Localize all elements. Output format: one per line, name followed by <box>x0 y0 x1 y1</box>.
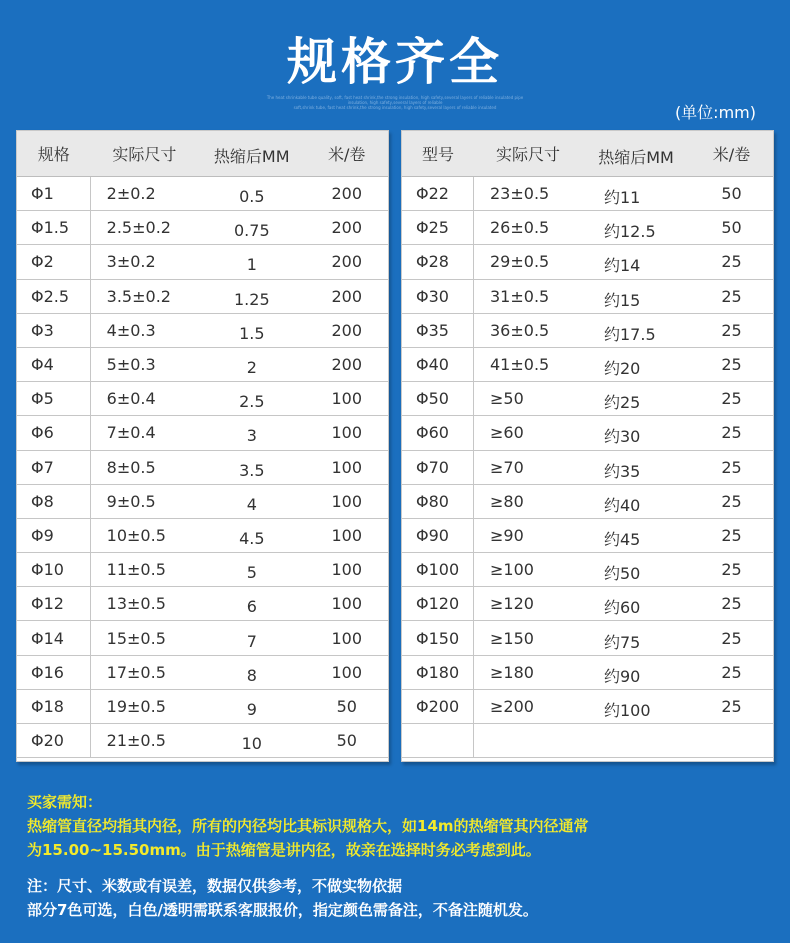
table-cell: ≥50 <box>490 389 524 409</box>
subtitle-text-line: soft,shrink tube, fast heat shrink,the strong insulation, high safety,several layers of reliable insulated <box>293 105 497 110</box>
table-cell: 100 <box>331 491 363 511</box>
table-cell: 约12.5 <box>604 222 656 242</box>
table-cell: 9 <box>246 699 257 719</box>
table-cell: 25 <box>721 286 742 306</box>
table-cell: 36±0.5 <box>490 320 550 340</box>
page-title: 规格齐全 <box>287 33 503 91</box>
table-cell: 约14 <box>604 256 641 276</box>
table-body <box>402 177 773 758</box>
table-row <box>17 416 388 450</box>
table-cell: 100 <box>331 560 363 580</box>
table-row <box>17 348 388 382</box>
table-cell: Φ90 <box>402 519 474 552</box>
notes-line: 注：尺寸、米数或有误差，数据仅供参考，不做实物依据 <box>27 877 403 895</box>
table-cell: ≥70 <box>490 457 524 477</box>
table-cell: 约11 <box>604 188 641 208</box>
table-row <box>17 245 388 279</box>
table-cell: 25 <box>721 491 742 511</box>
table-row <box>402 211 773 245</box>
header-cell: 型号 <box>421 145 454 164</box>
table-header <box>17 131 388 177</box>
table-cell: 约90 <box>604 666 641 686</box>
table-cell: 100 <box>331 594 363 614</box>
table-cell: 200 <box>331 252 363 272</box>
table-cell: 100 <box>331 628 363 648</box>
table-row <box>17 519 388 553</box>
table-cell: 25 <box>721 696 742 716</box>
header-cell: 米/卷 <box>712 145 751 164</box>
table-cell: Φ8 <box>17 485 91 518</box>
table-cell: Φ28 <box>402 245 474 278</box>
table-cell: Φ1.5 <box>17 211 91 244</box>
table-cell: 约15 <box>604 290 641 310</box>
table-cell: Φ30 <box>402 280 474 313</box>
table-row <box>17 177 388 211</box>
table-cell: Φ18 <box>17 690 91 723</box>
table-cell: Φ10 <box>17 553 91 586</box>
table-cell: 7 <box>246 631 257 651</box>
table-cell: 50 <box>721 184 742 204</box>
table-cell: 29±0.5 <box>490 252 550 272</box>
table-row <box>17 451 388 485</box>
table-row <box>402 280 773 314</box>
header-cell: 实际尺寸 <box>495 145 560 164</box>
table-cell: ≥80 <box>490 491 524 511</box>
notes-line: 热缩管直径均指其内径，所有的内径均比其标识规格大，如14m的热缩管其内径通常 <box>27 817 589 835</box>
table-cell: 9±0.5 <box>106 491 156 511</box>
table-cell: Φ12 <box>17 587 91 620</box>
notes-line: 为15.00~15.50mm。由于热缩管是讲内径，故亲在选择时务必考虑到此。 <box>27 841 541 859</box>
table-cell: Φ120 <box>402 587 474 620</box>
table-cell: 25 <box>721 457 742 477</box>
table-cell: 25 <box>721 594 742 614</box>
table-cell: 200 <box>331 355 363 375</box>
table-row <box>17 280 388 314</box>
table-cell: ≥90 <box>490 525 524 545</box>
table-row <box>17 314 388 348</box>
table-cell: Φ6 <box>17 416 91 449</box>
table-row <box>17 553 388 587</box>
table-cell: Φ200 <box>402 690 474 723</box>
table-cell: Φ14 <box>17 621 91 654</box>
table-cell: 19±0.5 <box>106 696 166 716</box>
table-cell: 约30 <box>604 427 641 447</box>
notes-line: 部分7色可选，白色/透明需联系客服报价，指定颜色需备注，不备注随机发。 <box>27 901 538 919</box>
table-cell: 6±0.4 <box>106 389 156 409</box>
table-cell: Φ80 <box>402 485 474 518</box>
table-row <box>402 519 773 553</box>
table-cell: 25 <box>721 423 742 443</box>
table-row <box>402 245 773 279</box>
table-cell: 25 <box>721 525 742 545</box>
table-cell: 10±0.5 <box>106 525 166 545</box>
spec-table-left <box>16 130 389 762</box>
table-cell: 2.5±0.2 <box>106 218 171 238</box>
table-cell: Φ9 <box>17 519 91 552</box>
table-cell: 约45 <box>604 529 641 549</box>
table-cell: 200 <box>331 286 363 306</box>
table-cell: 200 <box>331 218 363 238</box>
table-cell: Φ100 <box>402 553 474 586</box>
table-cell: Φ20 <box>17 724 91 757</box>
spec-table-right <box>401 130 774 762</box>
table-cell: 约50 <box>604 564 641 584</box>
table-cell: 25 <box>721 560 742 580</box>
table-cell: 约100 <box>604 700 651 720</box>
header-cell: 热缩后MM <box>213 147 290 166</box>
table-cell: Φ4 <box>17 348 91 381</box>
table-cell: 200 <box>331 184 363 204</box>
table-cell: 23±0.5 <box>490 184 550 204</box>
table-cell: 41±0.5 <box>490 355 550 375</box>
table-cell: 4.5 <box>239 528 265 548</box>
table-row <box>17 211 388 245</box>
table-cell: ≥60 <box>490 423 524 443</box>
table-cell: Φ60 <box>402 416 474 449</box>
table-cell: 25 <box>721 252 742 272</box>
subtitle-text-line: insulation, high safety,several layers of reliable <box>347 100 443 105</box>
subtitle-text-line: The heat shrinkable tube quality, soft, fast heat shrink,the strong insulation, high safety,several layers of reliable insulated pipe <box>266 95 524 100</box>
table-row <box>402 724 773 758</box>
table-cell: Φ70 <box>402 451 474 484</box>
table-cell: 约35 <box>604 461 641 481</box>
table-cell: 21±0.5 <box>106 731 166 751</box>
table-cell: 3 <box>246 426 257 446</box>
table-cell: 0.75 <box>234 221 270 241</box>
table-cell: 约17.5 <box>604 324 656 344</box>
table-row <box>402 348 773 382</box>
table-cell: 100 <box>331 525 363 545</box>
table-cell: 1.5 <box>239 323 265 343</box>
table-row <box>17 485 388 519</box>
unit-label: (单位:mm) <box>674 103 756 122</box>
table-cell: Φ25 <box>402 211 474 244</box>
table-cell: Φ40 <box>402 348 474 381</box>
table-cell: 100 <box>331 389 363 409</box>
table-cell: 2±0.2 <box>106 184 156 204</box>
table-cell: 4 <box>246 494 257 514</box>
table-row <box>402 656 773 690</box>
table-cell: Φ2 <box>17 245 91 278</box>
table-cell: 3.5±0.2 <box>106 286 171 306</box>
table-row <box>402 553 773 587</box>
table-row <box>17 690 388 724</box>
table-cell: 5±0.3 <box>106 355 156 375</box>
table-cell: 200 <box>331 320 363 340</box>
table-cell: 10 <box>241 734 262 754</box>
table-cell: 25 <box>721 628 742 648</box>
table-cell: 100 <box>331 457 363 477</box>
table-cell: ≥200 <box>490 696 534 716</box>
table-cell: 1.25 <box>234 289 270 309</box>
table-cell: 约75 <box>604 632 641 652</box>
table-cell: Φ22 <box>402 177 474 210</box>
table-cell: 8±0.5 <box>106 457 156 477</box>
header-cell: 米/卷 <box>328 145 366 164</box>
table-row <box>402 485 773 519</box>
table-cell: 约40 <box>604 495 641 515</box>
table-cell: Φ16 <box>17 656 91 689</box>
header-cell: 实际尺寸 <box>112 145 177 164</box>
table-cell: 5 <box>246 563 257 583</box>
table-row <box>402 314 773 348</box>
table-cell: 3±0.2 <box>106 252 156 272</box>
table-cell: 0.5 <box>239 187 265 207</box>
table-cell: 31±0.5 <box>490 286 550 306</box>
table-cell: 2.5 <box>239 392 265 412</box>
table-cell: Φ35 <box>402 314 474 347</box>
header-cell: 规格 <box>37 145 70 164</box>
table-cell: 8 <box>246 665 257 685</box>
table-row <box>17 621 388 655</box>
table-cell: 26±0.5 <box>490 218 550 238</box>
table-row <box>402 587 773 621</box>
header-cell: 热缩后MM <box>598 148 674 167</box>
table-cell: 15±0.5 <box>106 628 166 648</box>
table-cell: 6 <box>246 597 257 617</box>
table-row <box>402 621 773 655</box>
table-cell <box>582 738 690 744</box>
table-cell: Φ2.5 <box>17 280 91 313</box>
table-body <box>17 177 388 758</box>
table-cell: 50 <box>336 696 357 716</box>
table-cell: ≥120 <box>490 594 534 614</box>
table-cell: Φ5 <box>17 382 91 415</box>
table-cell: Φ180 <box>402 656 474 689</box>
table-row <box>17 382 388 416</box>
table-cell: 11±0.5 <box>106 560 166 580</box>
table-row <box>402 451 773 485</box>
table-cell <box>402 724 474 757</box>
table-row <box>17 724 388 758</box>
table-row <box>402 177 773 211</box>
table-cell: Φ7 <box>17 451 91 484</box>
table-cell: ≥180 <box>490 662 534 682</box>
notes-heading: 买家需知： <box>27 793 103 811</box>
table-cell: Φ1 <box>17 177 91 210</box>
table-cell: 25 <box>721 355 742 375</box>
table-row <box>17 587 388 621</box>
table-cell: 25 <box>721 389 742 409</box>
table-cell: 7±0.4 <box>106 423 156 443</box>
table-row <box>17 656 388 690</box>
table-cell: Φ150 <box>402 621 474 654</box>
table-cell: 约60 <box>604 598 641 618</box>
table-cell: 2 <box>246 358 257 378</box>
table-row <box>402 382 773 416</box>
table-header <box>402 131 773 177</box>
table-row <box>402 416 773 450</box>
table-cell: 25 <box>721 320 742 340</box>
table-cell: 约20 <box>604 359 641 379</box>
table-cell: 100 <box>331 423 363 443</box>
table-cell: ≥100 <box>490 560 534 580</box>
table-cell: 13±0.5 <box>106 594 166 614</box>
table-cell: 1 <box>246 255 257 275</box>
table-cell: 3.5 <box>239 460 265 480</box>
table-cell: 25 <box>721 662 742 682</box>
table-cell: Φ50 <box>402 382 474 415</box>
buyer-notes <box>27 790 777 922</box>
table-cell: ≥150 <box>490 628 534 648</box>
table-row <box>402 690 773 724</box>
table-cell: 50 <box>721 218 742 238</box>
table-cell: 4±0.3 <box>106 320 156 340</box>
table-cell: 50 <box>336 731 357 751</box>
table-cell: 100 <box>331 662 363 682</box>
table-cell: Φ3 <box>17 314 91 347</box>
table-cell: 约25 <box>604 393 641 413</box>
table-cell: 17±0.5 <box>106 662 166 682</box>
